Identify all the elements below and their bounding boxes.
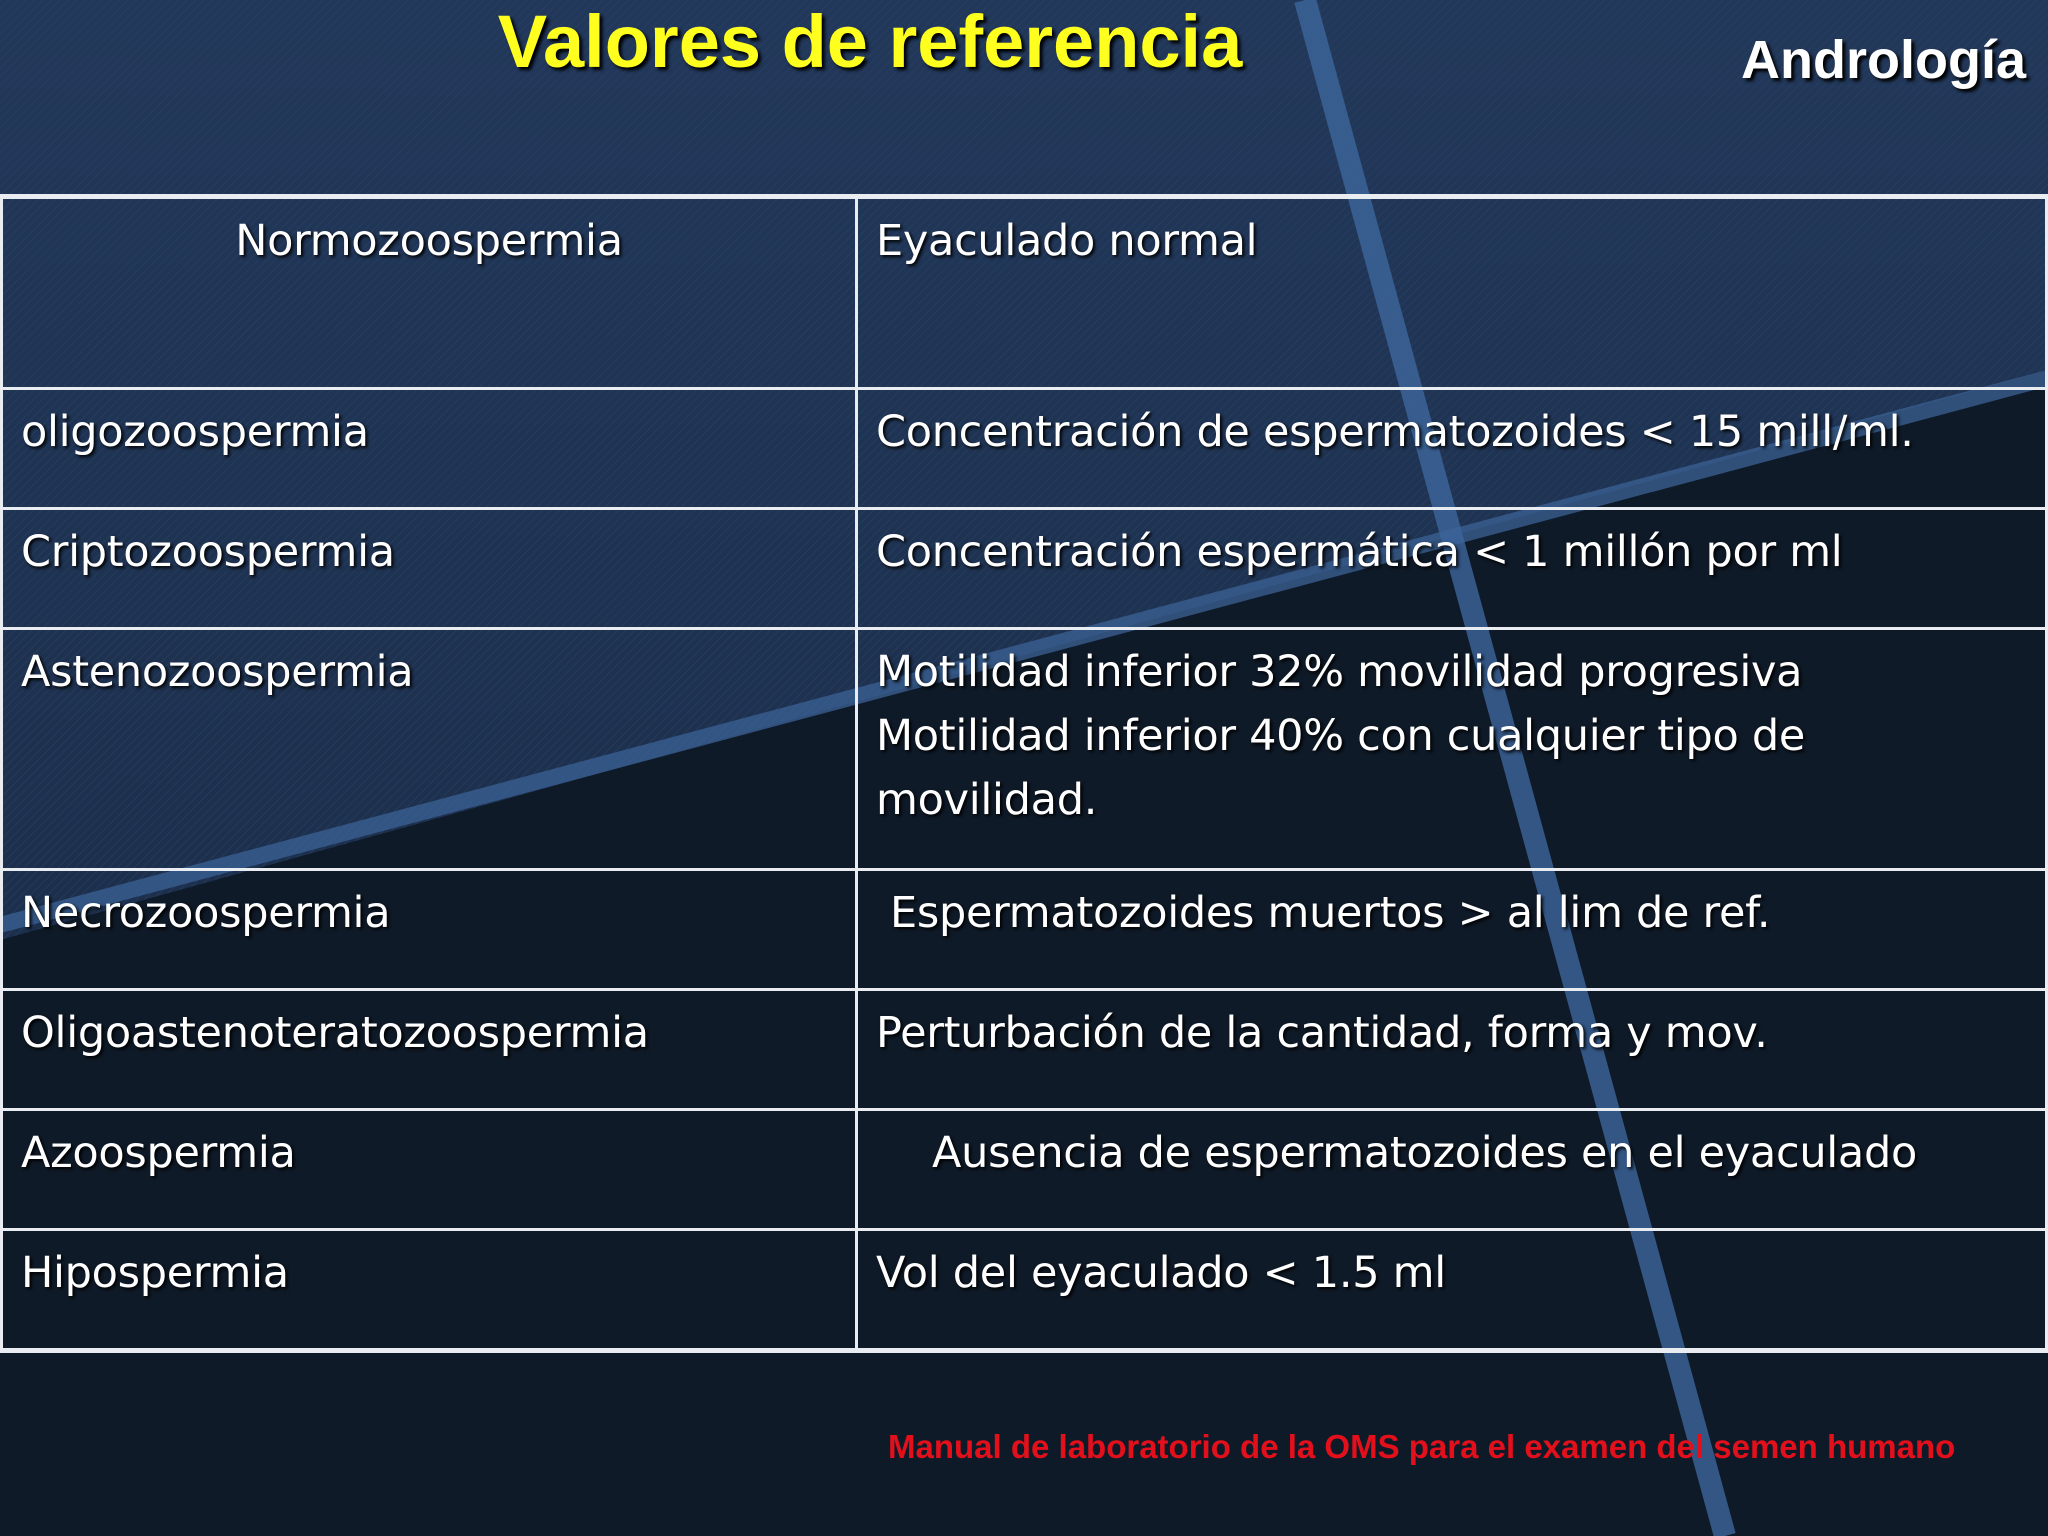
term-cell: Oligoastenoteratozoospermia bbox=[2, 990, 857, 1110]
description-line: Perturbación de la cantidad, forma y mov. bbox=[876, 1008, 1768, 1058]
description-cell bbox=[857, 990, 2047, 1110]
subject-label: Andrología bbox=[1741, 30, 2026, 90]
table-row bbox=[2, 870, 2047, 990]
description-cell bbox=[857, 629, 2047, 870]
term-cell: Normozoospermia bbox=[2, 197, 857, 389]
table-row bbox=[2, 389, 2047, 509]
description-line: Concentración espermática < 1 millón por ml bbox=[876, 527, 1843, 577]
description-cell bbox=[857, 870, 2047, 990]
term-cell: oligozoospermia bbox=[2, 389, 857, 509]
description-line: Eyaculado normal bbox=[876, 216, 1258, 266]
term-cell: Criptozoospermia bbox=[2, 509, 857, 629]
table-row bbox=[2, 629, 2047, 870]
table-row bbox=[2, 509, 2047, 629]
table-row bbox=[2, 1110, 2047, 1230]
term-cell: Necrozoospermia bbox=[2, 870, 857, 990]
description-line: Ausencia de espermatozoides en el eyaculado bbox=[932, 1128, 1917, 1178]
description-cell bbox=[857, 1110, 2047, 1230]
source-citation: Manual de laboratorio de la OMS para el examen del semen humano bbox=[888, 1428, 1956, 1465]
description-line: Concentración de espermatozoides < 15 mill/ml. bbox=[876, 407, 1914, 457]
description-cell bbox=[857, 389, 2047, 509]
table-row bbox=[2, 197, 2047, 389]
slide-title: Valores de referencia bbox=[497, 0, 1243, 83]
description-line: Motilidad inferior 40% con cualquier tipo de movilidad. bbox=[876, 711, 1806, 825]
table-row bbox=[2, 990, 2047, 1110]
description-cell bbox=[857, 509, 2047, 629]
term-cell: Astenozoospermia bbox=[2, 629, 857, 870]
description-cell bbox=[857, 197, 2047, 389]
table-row bbox=[2, 1230, 2047, 1351]
description-line: Espermatozoides muertos > al lim de ref. bbox=[890, 888, 1771, 938]
description-cell bbox=[857, 1230, 2047, 1351]
description-line: Motilidad inferior 32% movilidad progresiva bbox=[876, 647, 1803, 697]
description-line: Vol del eyaculado < 1.5 ml bbox=[876, 1248, 1446, 1298]
term-cell: Hipospermia bbox=[2, 1230, 857, 1351]
term-cell: Azoospermia bbox=[2, 1110, 857, 1230]
reference-values-table bbox=[0, 194, 2048, 1353]
